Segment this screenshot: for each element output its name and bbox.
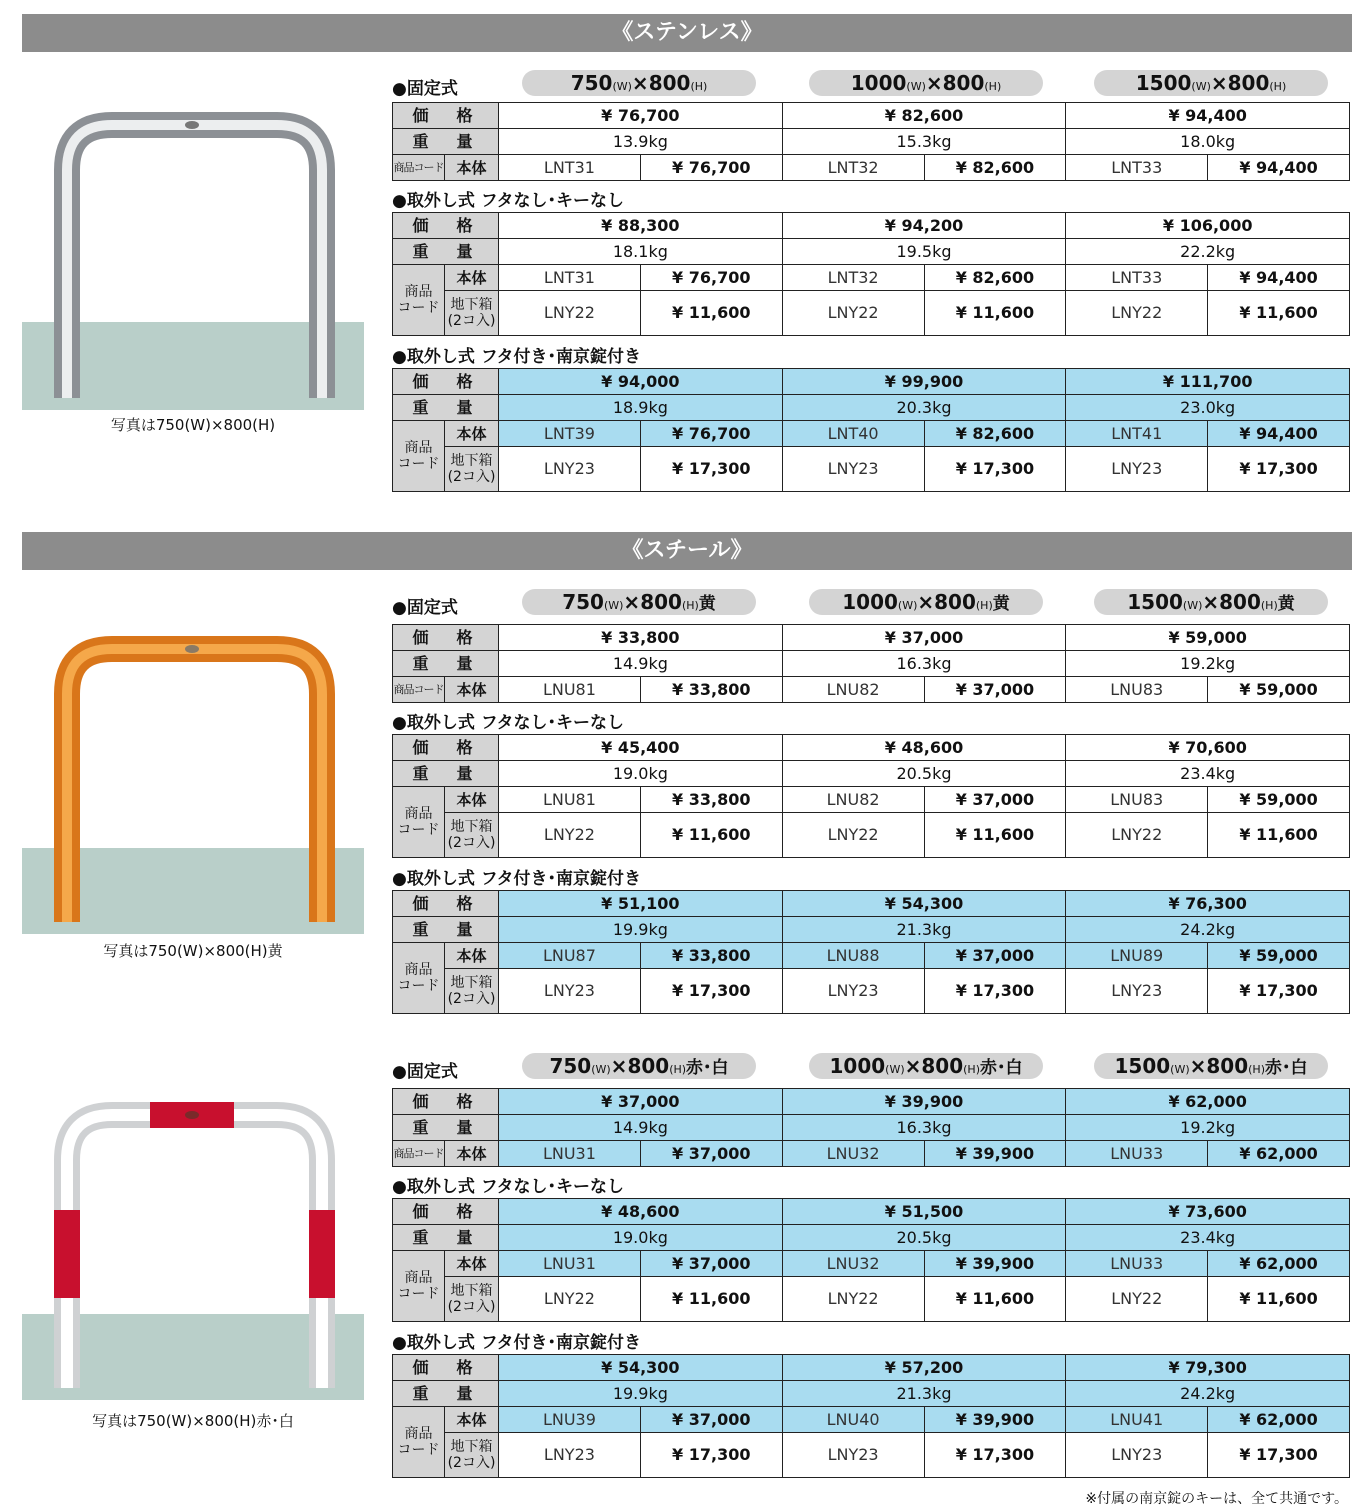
code-cell: LNT32	[782, 155, 924, 181]
price-cell: ¥ 57,200	[782, 1355, 1066, 1381]
code-cell: LNY23	[782, 969, 924, 1014]
weight-cell: 24.2kg	[1066, 917, 1350, 943]
price-cell: ¥ 70,600	[1066, 735, 1350, 761]
stainless-bollard-photo	[22, 20, 364, 410]
size-pill: 750(W)×800(H)黄	[522, 589, 756, 615]
code-cell: LNU88	[782, 943, 924, 969]
price-table-fixed	[392, 102, 1350, 181]
price-cell: ¥ 45,400	[499, 735, 783, 761]
weight-cell: 20.5kg	[782, 761, 1066, 787]
price-cell: ¥ 39,900	[782, 1089, 1066, 1115]
size-row	[392, 68, 1350, 98]
code-cell: LNU31	[499, 1141, 641, 1167]
code-price-cell: ¥ 33,800	[640, 787, 782, 813]
code-price-cell: ¥ 82,600	[924, 421, 1066, 447]
code-price-cell: ¥ 17,300	[1208, 1433, 1350, 1478]
type-label: ●固定式	[392, 79, 458, 99]
code-price-cell: ¥ 82,600	[924, 155, 1066, 181]
code-price-cell: ¥ 37,000	[640, 1407, 782, 1433]
code-price-cell: ¥ 33,800	[640, 943, 782, 969]
weight-cell: 15.3kg	[782, 129, 1066, 155]
code-price-cell: ¥ 11,600	[640, 1277, 782, 1322]
weight-label: 重 量	[393, 129, 499, 155]
code-cell: LNY23	[1066, 447, 1208, 492]
price-cell: ¥ 37,000	[499, 1089, 783, 1115]
code-label: 商品 コード	[393, 787, 445, 858]
code-price-cell: ¥ 76,700	[640, 265, 782, 291]
box-label: 地下箱 (2コ入)	[445, 813, 499, 858]
weight-label: 重 量	[393, 1225, 499, 1251]
code-price-cell: ¥ 37,000	[924, 787, 1066, 813]
photo-caption: 写真は750(W)×800(H)赤･白	[92, 1412, 294, 1430]
code-cell: LNY22	[1066, 813, 1208, 858]
weight-label: 重 量	[393, 651, 499, 677]
price-label: 価 格	[393, 891, 499, 917]
weight-cell: 14.9kg	[499, 651, 783, 677]
weight-cell: 16.3kg	[782, 1115, 1066, 1141]
code-price-cell: ¥ 17,300	[1208, 447, 1350, 492]
section-header-steel: 《スチール》	[22, 532, 1352, 570]
weight-label: 重 量	[393, 239, 499, 265]
weight-cell: 23.4kg	[1066, 1225, 1350, 1251]
code-price-cell: ¥ 11,600	[640, 813, 782, 858]
body-label: 本体	[445, 787, 499, 813]
price-label: 価 格	[393, 735, 499, 761]
size-pill: 1000(W)×800(H)黄	[809, 589, 1043, 615]
type-label: ●取外し式 フタなし･キーなし	[392, 713, 625, 733]
code-cell: LNT33	[1066, 265, 1208, 291]
box-label: 地下箱 (2コ入)	[445, 291, 499, 336]
code-cell: LNY23	[1066, 1433, 1208, 1478]
size-pill: 750(W)×800(H)赤･白	[522, 1053, 756, 1079]
footnote: ※付属の南京錠のキーは、全て共通です。	[1085, 1491, 1348, 1507]
weight-cell: 19.2kg	[1066, 651, 1350, 677]
price-cell: ¥ 88,300	[499, 213, 783, 239]
code-price-cell: ¥ 62,000	[1208, 1407, 1350, 1433]
code-cell: LNU81	[499, 677, 641, 703]
code-cell: LNU32	[782, 1251, 924, 1277]
price-cell: ¥ 76,300	[1066, 891, 1350, 917]
weight-cell: 18.0kg	[1066, 129, 1350, 155]
code-cell: LNY22	[499, 291, 641, 336]
code-cell: LNY22	[1066, 1277, 1208, 1322]
type-label: ●固定式	[392, 598, 458, 618]
code-price-cell: ¥ 11,600	[1208, 1277, 1350, 1322]
code-cell: LNU83	[1066, 677, 1208, 703]
price-cell: ¥ 94,200	[782, 213, 1066, 239]
price-cell: ¥ 106,000	[1066, 213, 1350, 239]
code-cell: LNY22	[782, 291, 924, 336]
code-price-cell: ¥ 37,000	[640, 1251, 782, 1277]
price-cell: ¥ 76,700	[499, 103, 783, 129]
weight-label: 重 量	[393, 917, 499, 943]
code-cell: LNY22	[782, 813, 924, 858]
weight-cell: 18.9kg	[499, 395, 783, 421]
code-price-cell: ¥ 17,300	[640, 447, 782, 492]
price-cell: ¥ 51,500	[782, 1199, 1066, 1225]
body-label: 本体	[445, 1141, 499, 1167]
code-cell: LNT31	[499, 265, 641, 291]
type-label: ●取外し式 フタなし･キーなし	[392, 191, 625, 211]
code-cell: LNT41	[1066, 421, 1208, 447]
price-cell: ¥ 111,700	[1066, 369, 1350, 395]
body-label: 本体	[445, 1251, 499, 1277]
price-label: 価 格	[393, 625, 499, 651]
weight-cell: 19.0kg	[499, 1225, 783, 1251]
weight-cell: 20.5kg	[782, 1225, 1066, 1251]
code-price-cell: ¥ 11,600	[1208, 813, 1350, 858]
weight-label: 重 量	[393, 761, 499, 787]
code-cell: LNY23	[499, 1433, 641, 1478]
code-label: 商品 コード	[393, 265, 445, 336]
code-cell: LNU82	[782, 787, 924, 813]
code-label: 商品 コード	[393, 421, 445, 492]
price-cell: ¥ 37,000	[782, 625, 1066, 651]
price-table-fixed	[392, 624, 1350, 703]
code-price-cell: ¥ 39,900	[924, 1407, 1066, 1433]
code-label: 商品 コード	[393, 943, 445, 1014]
box-label: 地下箱 (2コ入)	[445, 1433, 499, 1478]
price-cell: ¥ 54,300	[782, 891, 1066, 917]
code-cell: LNU81	[499, 787, 641, 813]
type-label: ●取外し式 フタなし･キーなし	[392, 1177, 625, 1197]
code-label: 商品コード	[393, 155, 445, 181]
code-cell: LNU87	[499, 943, 641, 969]
code-cell: LNU41	[1066, 1407, 1208, 1433]
price-cell: ¥ 33,800	[499, 625, 783, 651]
code-price-cell: ¥ 39,900	[924, 1141, 1066, 1167]
code-price-cell: ¥ 37,000	[924, 943, 1066, 969]
code-price-cell: ¥ 94,400	[1208, 155, 1350, 181]
price-label: 価 格	[393, 1355, 499, 1381]
yellow-u-bollard-icon	[22, 544, 364, 934]
code-cell: LNY22	[782, 1277, 924, 1322]
weight-cell: 20.3kg	[782, 395, 1066, 421]
size-row	[392, 587, 1350, 617]
code-price-cell: ¥ 17,300	[640, 1433, 782, 1478]
body-label: 本体	[445, 421, 499, 447]
price-cell: ¥ 54,300	[499, 1355, 783, 1381]
box-label: 地下箱 (2コ入)	[445, 1277, 499, 1322]
code-price-cell: ¥ 11,600	[924, 1277, 1066, 1322]
price-cell: ¥ 82,600	[782, 103, 1066, 129]
price-table-fixed	[392, 1088, 1350, 1167]
photo-caption: 写真は750(W)×800(H)	[110, 416, 276, 434]
box-label: 地下箱 (2コ入)	[445, 969, 499, 1014]
code-price-cell: ¥ 39,900	[924, 1251, 1066, 1277]
price-label: 価 格	[393, 1199, 499, 1225]
type-label: ●取外し式 フタ付き･南京錠付き	[392, 869, 642, 889]
price-cell: ¥ 94,400	[1066, 103, 1350, 129]
code-cell: LNU31	[499, 1251, 641, 1277]
price-label: 価 格	[393, 369, 499, 395]
code-price-cell: ¥ 59,000	[1208, 677, 1350, 703]
code-price-cell: ¥ 94,400	[1208, 265, 1350, 291]
code-cell: LNY22	[499, 1277, 641, 1322]
stainless-u-bollard-icon	[22, 20, 364, 410]
price-cell: ¥ 94,000	[499, 369, 783, 395]
price-table-lockable	[392, 368, 1350, 492]
code-cell: LNU39	[499, 1407, 641, 1433]
body-label: 本体	[445, 155, 499, 181]
code-cell: LNY23	[1066, 969, 1208, 1014]
code-cell: LNY23	[782, 1433, 924, 1478]
price-table-removable	[392, 1198, 1350, 1322]
weight-cell: 19.2kg	[1066, 1115, 1350, 1141]
size-pill: 1000(W)×800(H)	[809, 70, 1043, 96]
code-price-cell: ¥ 62,000	[1208, 1141, 1350, 1167]
code-label: 商品コード	[393, 1141, 445, 1167]
code-price-cell: ¥ 11,600	[640, 291, 782, 336]
box-label: 地下箱 (2コ入)	[445, 447, 499, 492]
code-price-cell: ¥ 76,700	[640, 421, 782, 447]
code-price-cell: ¥ 37,000	[640, 1141, 782, 1167]
code-cell: LNU83	[1066, 787, 1208, 813]
code-price-cell: ¥ 11,600	[1208, 291, 1350, 336]
weight-cell: 21.3kg	[782, 1381, 1066, 1407]
weight-cell: 19.5kg	[782, 239, 1066, 265]
red-white-u-bollard-icon	[22, 1010, 364, 1400]
body-label: 本体	[445, 1407, 499, 1433]
code-label: 商品 コード	[393, 1407, 445, 1478]
red-white-bollard-photo	[22, 1010, 364, 1400]
code-price-cell: ¥ 17,300	[640, 969, 782, 1014]
weight-cell: 19.9kg	[499, 917, 783, 943]
size-pill: 750(W)×800(H)	[522, 70, 756, 96]
code-label: 商品 コード	[393, 1251, 445, 1322]
code-price-cell: ¥ 11,600	[924, 813, 1066, 858]
photo-caption: 写真は750(W)×800(H)黄	[103, 942, 283, 960]
code-price-cell: ¥ 76,700	[640, 155, 782, 181]
size-pill: 1500(W)×800(H)	[1094, 70, 1328, 96]
code-price-cell: ¥ 59,000	[1208, 943, 1350, 969]
code-cell: LNU89	[1066, 943, 1208, 969]
code-price-cell: ¥ 37,000	[924, 677, 1066, 703]
weight-cell: 22.2kg	[1066, 239, 1350, 265]
code-cell: LNY23	[499, 447, 641, 492]
code-cell: LNY22	[1066, 291, 1208, 336]
price-cell: ¥ 48,600	[499, 1199, 783, 1225]
type-label: ●取外し式 フタ付き･南京錠付き	[392, 1333, 642, 1353]
size-pill: 1000(W)×800(H)赤･白	[809, 1053, 1043, 1079]
price-table-removable	[392, 734, 1350, 858]
price-cell: ¥ 59,000	[1066, 625, 1350, 651]
price-label: 価 格	[393, 103, 499, 129]
price-cell: ¥ 79,300	[1066, 1355, 1350, 1381]
weight-cell: 21.3kg	[782, 917, 1066, 943]
weight-cell: 23.4kg	[1066, 761, 1350, 787]
weight-label: 重 量	[393, 1115, 499, 1141]
weight-cell: 23.0kg	[1066, 395, 1350, 421]
weight-cell: 14.9kg	[499, 1115, 783, 1141]
code-price-cell: ¥ 82,600	[924, 265, 1066, 291]
code-cell: LNT31	[499, 155, 641, 181]
code-price-cell: ¥ 94,400	[1208, 421, 1350, 447]
price-cell: ¥ 73,600	[1066, 1199, 1350, 1225]
price-label: 価 格	[393, 1089, 499, 1115]
body-label: 本体	[445, 943, 499, 969]
price-cell: ¥ 48,600	[782, 735, 1066, 761]
weight-label: 重 量	[393, 1381, 499, 1407]
weight-cell: 13.9kg	[499, 129, 783, 155]
weight-cell: 18.1kg	[499, 239, 783, 265]
code-cell: LNT33	[1066, 155, 1208, 181]
price-table-lockable	[392, 1354, 1350, 1478]
code-price-cell: ¥ 17,300	[924, 1433, 1066, 1478]
price-table-removable	[392, 212, 1350, 336]
code-cell: LNU33	[1066, 1251, 1208, 1277]
code-price-cell: ¥ 59,000	[1208, 787, 1350, 813]
code-cell: LNT40	[782, 421, 924, 447]
code-price-cell: ¥ 11,600	[924, 291, 1066, 336]
code-cell: LNY22	[499, 813, 641, 858]
price-label: 価 格	[393, 213, 499, 239]
weight-cell: 16.3kg	[782, 651, 1066, 677]
weight-cell: 24.2kg	[1066, 1381, 1350, 1407]
code-cell: LNU33	[1066, 1141, 1208, 1167]
section-header-stainless: 《ステンレス》	[22, 14, 1352, 52]
weight-cell: 19.9kg	[499, 1381, 783, 1407]
yellow-bollard-photo	[22, 544, 364, 934]
price-table-lockable	[392, 890, 1350, 1014]
price-cell: ¥ 99,900	[782, 369, 1066, 395]
code-price-cell: ¥ 33,800	[640, 677, 782, 703]
code-price-cell: ¥ 17,300	[924, 447, 1066, 492]
code-cell: LNY23	[782, 447, 924, 492]
code-cell: LNU82	[782, 677, 924, 703]
code-cell: LNU32	[782, 1141, 924, 1167]
code-label: 商品コード	[393, 677, 445, 703]
code-price-cell: ¥ 17,300	[924, 969, 1066, 1014]
code-cell: LNT39	[499, 421, 641, 447]
size-row	[392, 1051, 1350, 1081]
type-label: ●固定式	[392, 1062, 458, 1082]
size-pill: 1500(W)×800(H)赤･白	[1094, 1053, 1328, 1079]
code-price-cell: ¥ 62,000	[1208, 1251, 1350, 1277]
size-pill: 1500(W)×800(H)黄	[1094, 589, 1328, 615]
body-label: 本体	[445, 265, 499, 291]
price-cell: ¥ 62,000	[1066, 1089, 1350, 1115]
type-label: ●取外し式 フタ付き･南京錠付き	[392, 347, 642, 367]
price-cell: ¥ 51,100	[499, 891, 783, 917]
code-cell: LNU40	[782, 1407, 924, 1433]
weight-cell: 19.0kg	[499, 761, 783, 787]
code-cell: LNT32	[782, 265, 924, 291]
body-label: 本体	[445, 677, 499, 703]
code-price-cell: ¥ 17,300	[1208, 969, 1350, 1014]
weight-label: 重 量	[393, 395, 499, 421]
code-cell: LNY23	[499, 969, 641, 1014]
